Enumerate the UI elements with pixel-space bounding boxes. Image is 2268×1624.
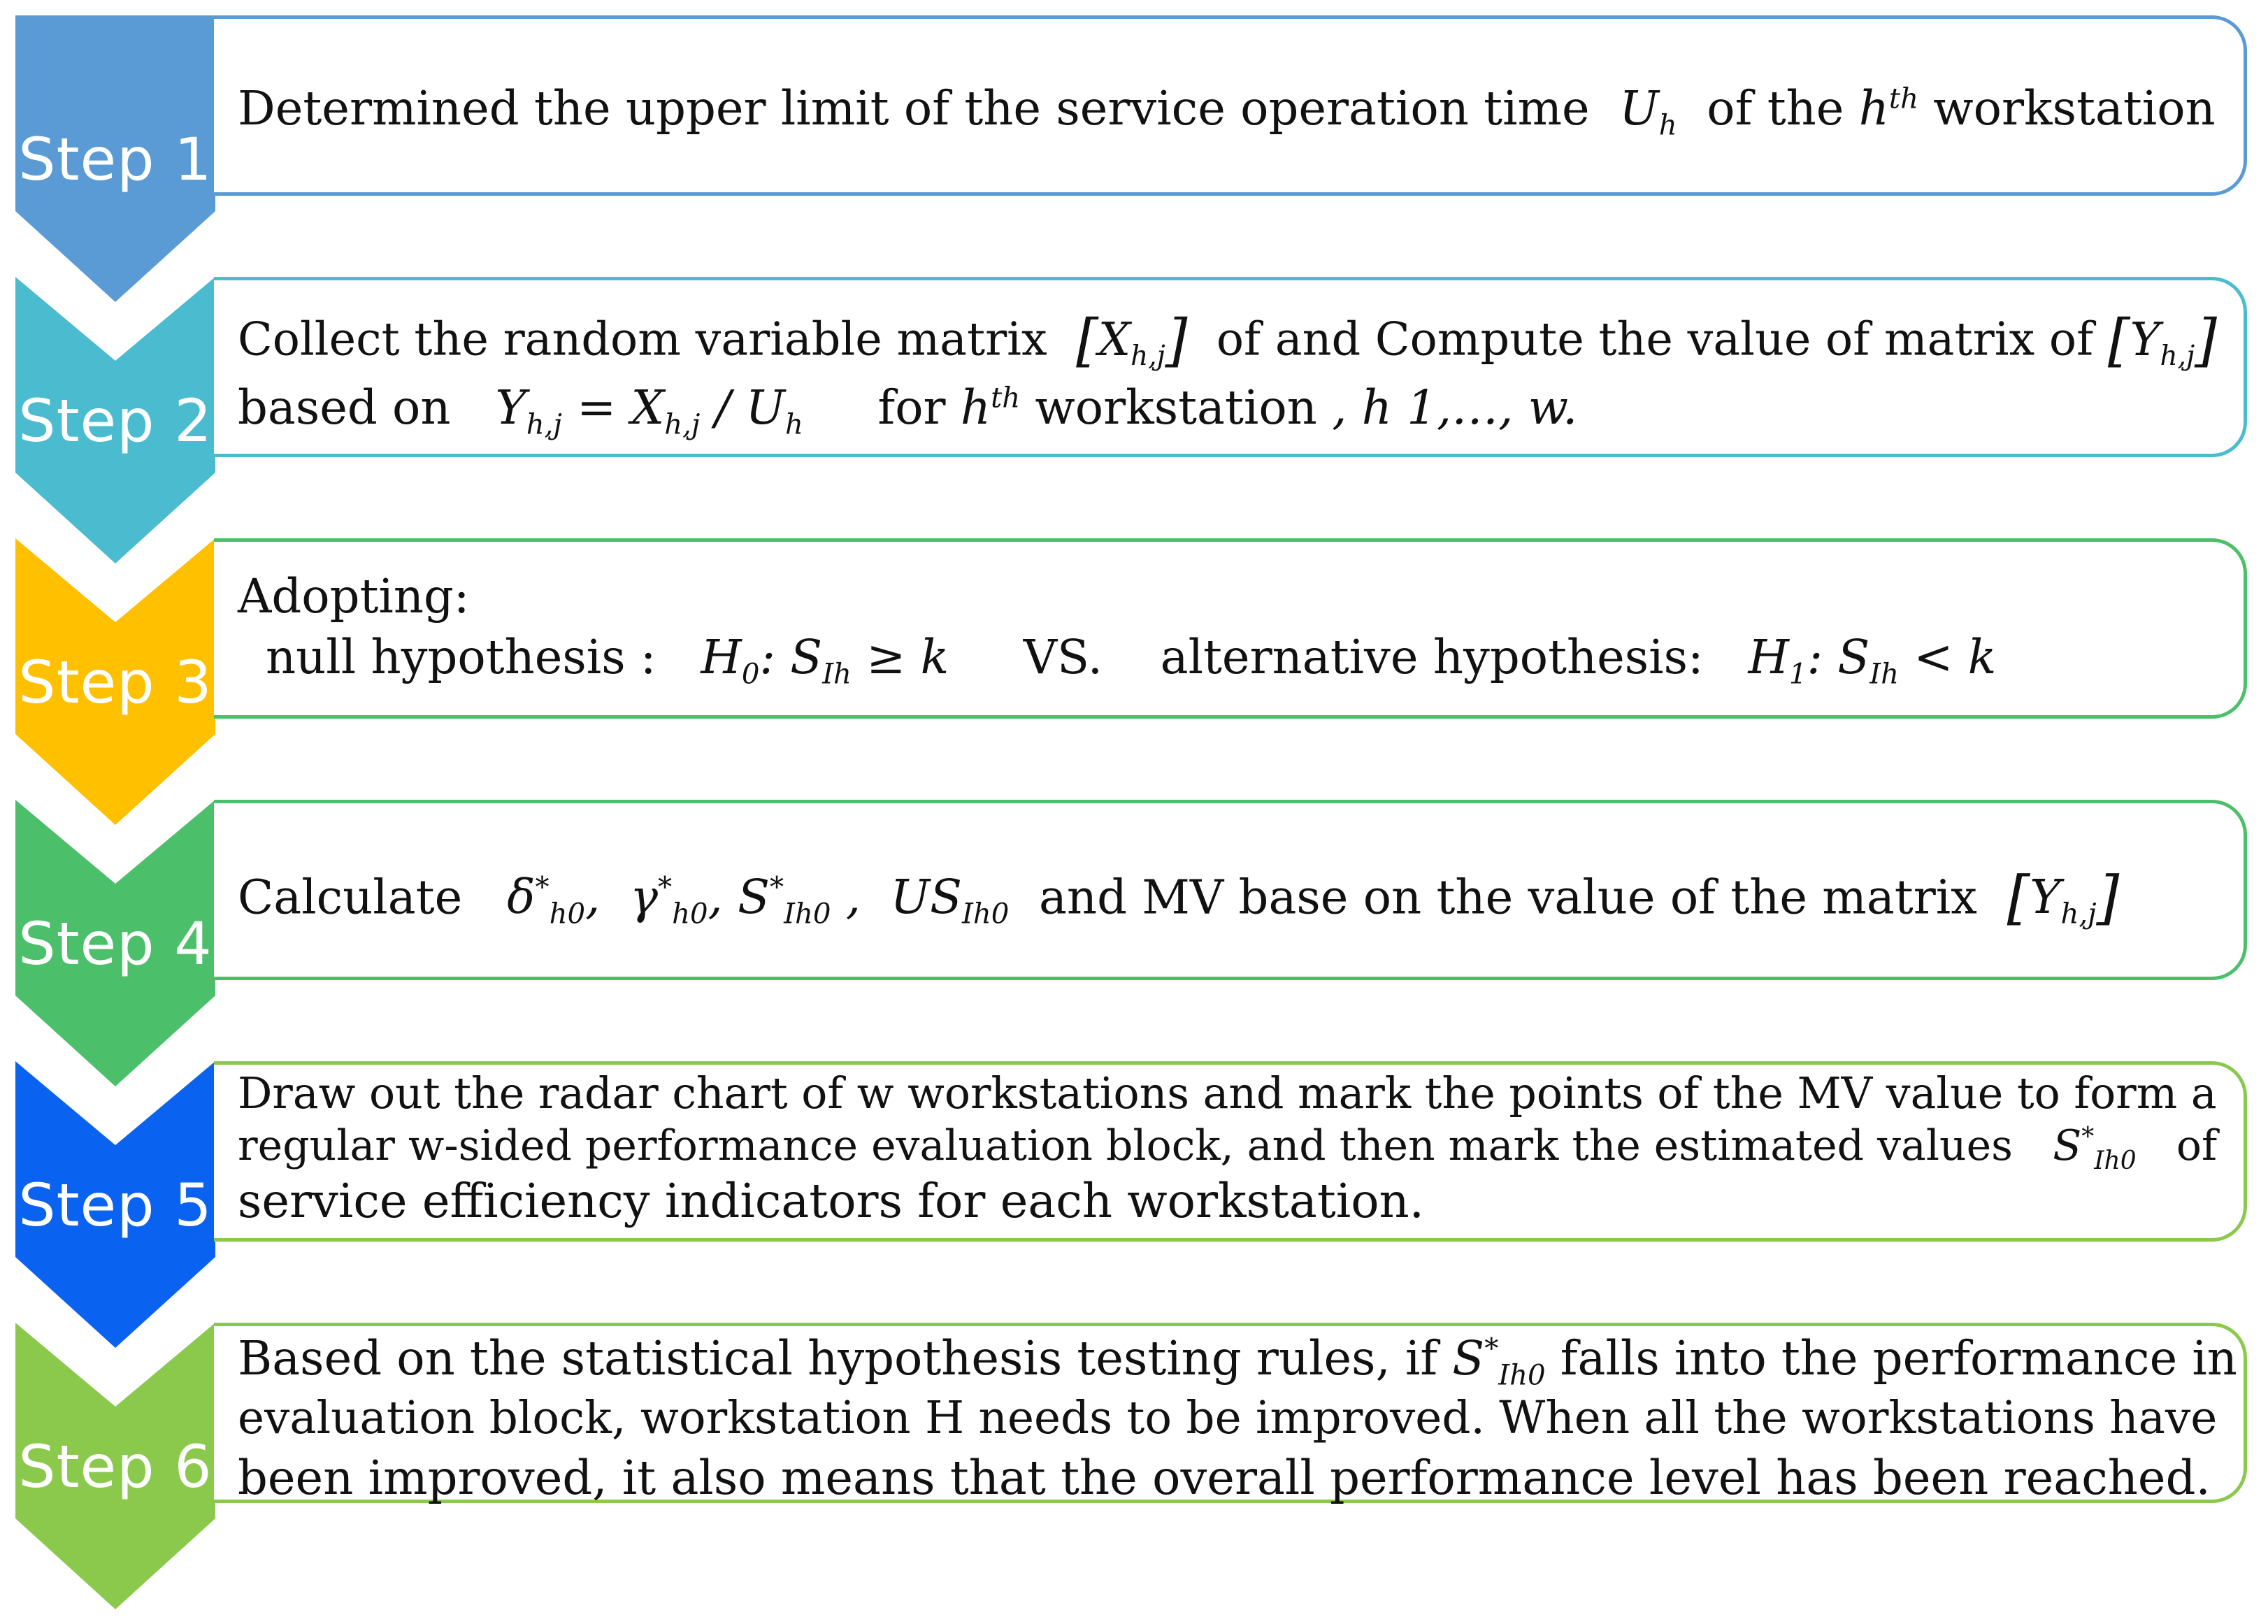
- step-1-text-a: Determined the upper limit of the service operation time: [238, 81, 1590, 136]
- step-3-formula-h0: $H_0$: $S_{Ih} \ge k$: [670, 630, 1009, 691]
- step-6-word: on: [396, 1331, 455, 1386]
- step-2-text-e: workstation: [1035, 380, 1317, 435]
- step-6-word: into: [1674, 1331, 1767, 1386]
- step-5-line-3: service efficiency indicators for each workstation.: [238, 1173, 1424, 1228]
- step-4-line-1: [238, 860, 2237, 936]
- step-3-formula-h1: $H_1$: $S_{Ih} < k$: [1718, 630, 1997, 691]
- step-6-label: Step 6: [18, 1432, 213, 1501]
- step-5-formula-s: $S^*_{Ih0}$: [2026, 1121, 2137, 1176]
- step-2-text-f: , h 1,…, w.: [1332, 380, 1578, 435]
- step-3-text-b: VS.: [1023, 630, 1103, 685]
- step-6-word: statistical: [561, 1331, 793, 1386]
- step-6-line-1: [238, 1328, 2237, 1392]
- step-1-formula-h-th: $h^{th}$: [1858, 81, 1918, 136]
- step-1-label: Step 1: [18, 125, 213, 194]
- step-1-formula-u-h: $U_h$: [1605, 81, 1677, 142]
- step-5-line-1: Draw out the radar chart of w workstations and mark the points of the MV value to form a: [238, 1068, 2217, 1119]
- step-3-line-2: [238, 627, 2237, 691]
- step-4-formula-params: $\delta^*_{h0}$, $\gamma^*_{h0}$, $S^*_{Ih0}$ , $US_{Ih0}$: [477, 870, 1010, 930]
- step-2-text-c: based on: [238, 380, 451, 435]
- step-3-text-a: null hypothesis :: [266, 630, 656, 685]
- step-4-text: [238, 860, 2237, 936]
- step-6-word: if: [1405, 1331, 1438, 1386]
- step-6-text: [238, 1328, 2237, 1509]
- step-4-label: Step 4: [18, 910, 213, 978]
- step-2-formula-y-matrix: $[Y_{h,j}]$: [2107, 307, 2217, 373]
- step-5-line-2: [238, 1120, 2237, 1176]
- step-6-line-2: evaluation block, workstation H needs to be improved. When all the workstations have: [238, 1392, 2218, 1445]
- step-6-word: the: [1781, 1331, 1858, 1386]
- step-3-line-1: Adopting:: [238, 569, 470, 624]
- step-5-text-b: of: [2176, 1121, 2218, 1171]
- step-6-word: Based: [238, 1331, 382, 1386]
- step-1-text: [238, 78, 2237, 142]
- step-1-text-c: workstation: [1933, 81, 2216, 136]
- step-6-word: the: [469, 1331, 547, 1386]
- step-5-label: Step 5: [18, 1171, 213, 1239]
- step-2-formula-x-matrix: $[X_{h,j}]$: [1076, 307, 1188, 373]
- step-6-word: performance: [1872, 1331, 2178, 1386]
- step-6-word: testing: [1077, 1331, 1242, 1386]
- step-2-text-a: Collect the random variable matrix: [238, 313, 1047, 366]
- step-6-word: in: [2192, 1331, 2237, 1386]
- step-1-line-1: [238, 78, 2237, 142]
- step-6-word: rules,: [1256, 1331, 1391, 1386]
- step-4-text-b: and MV base on the value of the matrix: [1038, 870, 1977, 925]
- step-2-label: Step 2: [18, 387, 213, 455]
- step-2-line-2: [238, 378, 2237, 441]
- step-2-text-d: for: [877, 380, 946, 435]
- step-3-label: Step 3: [18, 648, 213, 717]
- step-2-text: [238, 303, 2237, 441]
- step-2-line-1: [238, 303, 2237, 378]
- step-3-text: [238, 566, 2237, 691]
- step-1-text-b: of the: [1707, 81, 1844, 136]
- step-6-word: falls: [1560, 1331, 1660, 1386]
- step-6-formula-s: $S^*_{Ih0}$: [1452, 1331, 1546, 1392]
- step-5-text: [238, 1067, 2237, 1230]
- step-5-text-a: regular w-sided performance evaluation block, and then mark the estimated values: [238, 1121, 2013, 1171]
- step-2-formula-y-eq: $Y_{h,j} = X_{h,j} / U_h$: [465, 380, 803, 441]
- step-3-text-c: alternative hypothesis:: [1160, 630, 1704, 685]
- step-2-text-b: of and Compute the value of matrix of: [1216, 313, 2094, 366]
- step-4-text-a: Calculate: [238, 870, 463, 925]
- step-6-line-3: been improved, it also means that the overall performance level has been reached.: [238, 1450, 2211, 1505]
- step-4-formula-y-matrix: $[Y_{h,j}]$: [2007, 863, 2120, 932]
- step-6-word: hypothesis: [808, 1331, 1063, 1386]
- step-2-formula-h-th: $h^{th}$: [960, 380, 1021, 435]
